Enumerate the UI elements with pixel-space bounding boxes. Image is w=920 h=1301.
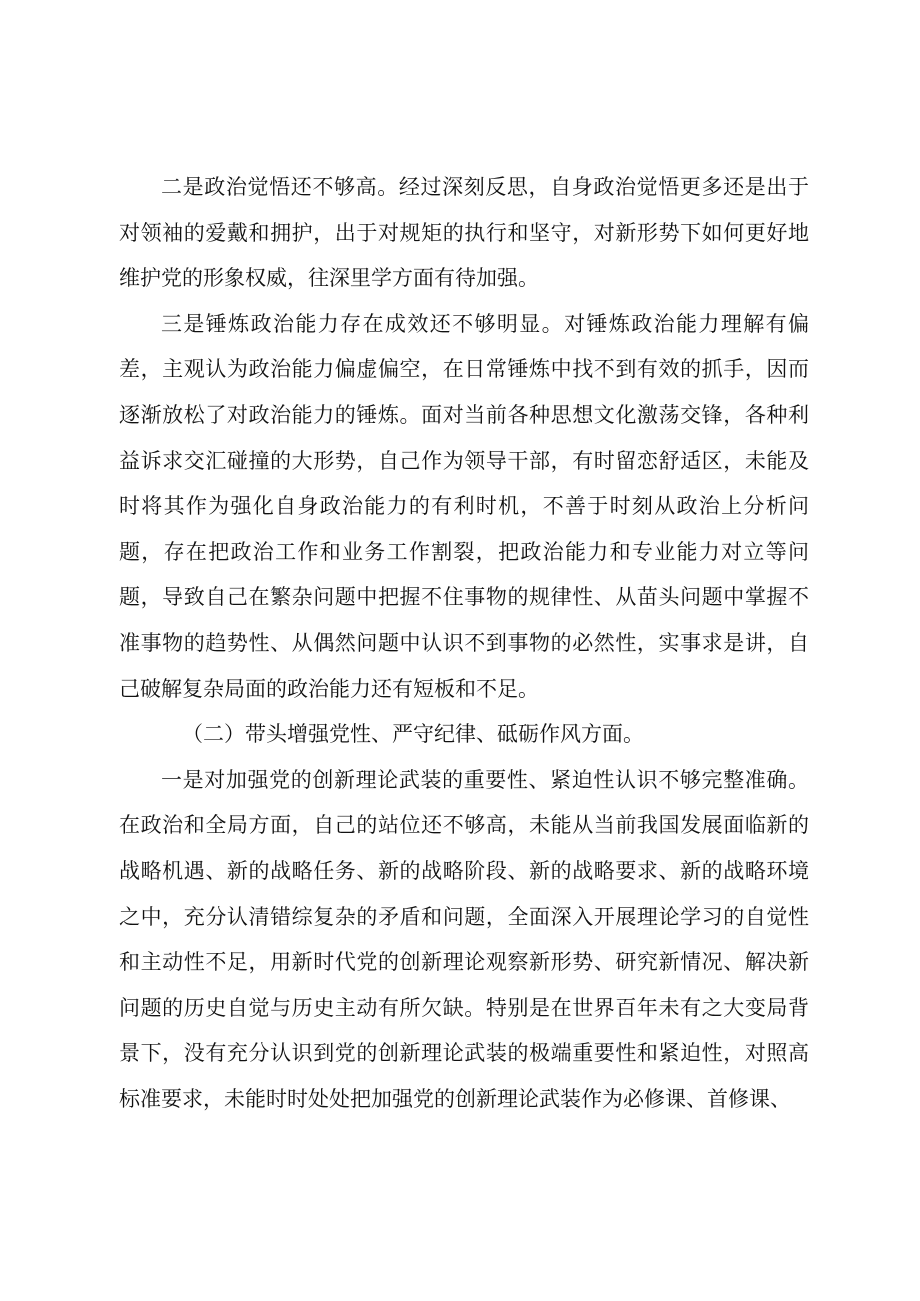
document-body: [119, 165, 809, 1122]
section-heading-two: （二）带头增强党性、严守纪律、砥砺作风方面。: [182, 722, 644, 747]
paragraph-political-ability: 三是锤炼政治能力存在成效还不够明显。对锤炼政治能力理解有偏差，主观认为政治能力偏虚偏空，在日常锤炼中找不到有效的抓手，因而逐渐放松了对政治能力的锤炼。面对当前各种思想文化激荡交锋，各种利益诉求交汇碰撞的大形势，自己作为领导干部，有时留恋舒适区，未能及时将其作为强化自身政治能力的有利时机，不善于时刻从政治上分析问题，存在把政治工作和业务工作割裂，把政治能力和专业能力对立等问题，导致自己在繁杂问题中把握不住事物的规律性、从苗头问题中掌握不准事物的趋势性、从偶然问题中认识不到事物的必然性，实事求是讲，自己破解复杂局面的政治能力还有短板和不足。: [119, 311, 809, 701]
paragraph-theory-armament: 一是对加强党的创新理论武装的重要性、紧迫性认识不够完整准确。在政治和全局方面，自己的站位还不够高，未能从当前我国发展面临新的战略机遇、新的战略任务、新的战略阶段、新的战略要求、新的战略环境之中，充分认清错综复杂的矛盾和问题，全面深入开展理论学习的自觉性和主动性不足，用新时代党的创新理论观察新形势、研究新情况、解决新问题的历史自觉与历史主动有所欠缺。特别是在世界百年未有之大变局背景下，没有充分认识到党的创新理论武装的极端重要性和紧迫性，对照高标准要求，未能时时处处把加强党的创新理论武装作为必修课、首修课、: [119, 767, 809, 1111]
paragraph-political-awareness: 二是政治觉悟还不够高。经过深刻反思，自身政治觉悟更多还是出于对领袖的爱戴和拥护，出于对规矩的执行和坚守，对新形势下如何更好地维护党的形象权威，往深里学方面有待加强。: [119, 175, 809, 291]
